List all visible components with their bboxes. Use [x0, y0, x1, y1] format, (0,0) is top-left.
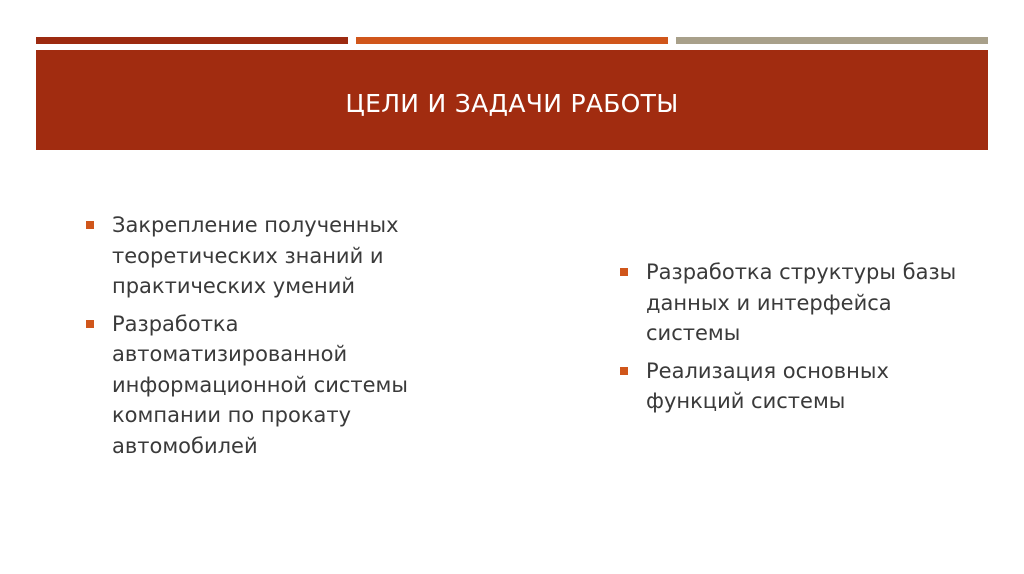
slide-title: ЦЕЛИ И ЗАДАЧИ РАБОТЫ [345, 88, 679, 118]
bullet-item [620, 356, 960, 417]
bullet-item [620, 257, 960, 349]
right-bullet-list [620, 257, 960, 424]
square-bullet-icon [620, 367, 628, 375]
bullet-item [86, 309, 426, 462]
bullet-text: Разработка структуры базы данных и интерфейса системы [646, 260, 957, 345]
bullet-text: Реализация основных функций системы [646, 358, 889, 413]
square-bullet-icon [86, 221, 94, 229]
accent-stripe-orange [356, 37, 668, 44]
title-band [36, 50, 988, 150]
bullet-text: Закрепление полученных теоретических знаний и практических умений [112, 213, 399, 298]
bullet-text: Разработка автоматизированной информационной системы компании по прокату автомобилей [112, 311, 408, 458]
left-bullet-list [86, 210, 426, 468]
accent-stripe-gray [676, 37, 988, 44]
square-bullet-icon [86, 320, 94, 328]
square-bullet-icon [620, 268, 628, 276]
accent-stripe-dark-red [36, 37, 348, 44]
bullet-item [86, 210, 426, 302]
